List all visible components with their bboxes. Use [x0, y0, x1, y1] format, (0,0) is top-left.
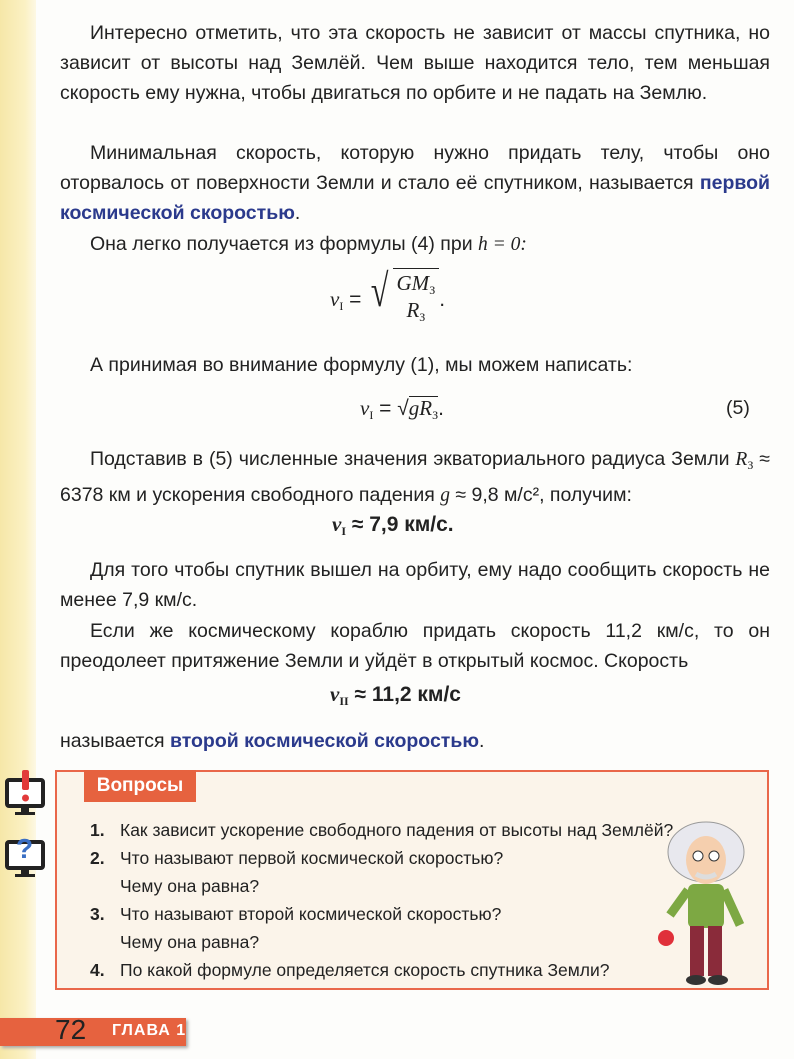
question-number: 2. [90, 848, 105, 868]
text: Она легко получается из формулы (4) при [90, 233, 479, 255]
math: gR [408, 396, 433, 420]
formula-1: $v_I$ = √ $GM_З$ $R_З$ . [330, 265, 446, 324]
question-text: Что называют первой космической скоростью? [120, 848, 504, 868]
paragraph-5 [60, 444, 770, 511]
question-text: Как зависит ускорение свободного падения от высоты над Землёй? [120, 820, 674, 840]
question-text: Что называют второй космической скоростью? [120, 904, 502, 924]
formula-first-velocity [332, 512, 454, 539]
paragraph-7 [60, 616, 770, 676]
chapter-label: ГЛАВА 1 [112, 1022, 187, 1039]
monitor-exclamation-icon [5, 770, 47, 822]
question-2 [90, 844, 503, 900]
term-first-cosmic-velocity: первой космической скоростью [60, 172, 770, 224]
text: Минимальная скорость, которую нужно придать телу, чтобы оно оторвалось от поверхности Земли и стало её спутником, называется [60, 142, 770, 194]
text: Для того чтобы спутник вышел на орбиту, ему надо сообщить скорость не менее 7,9 км/с. [60, 559, 770, 611]
formula-second-velocity [330, 682, 461, 709]
paragraph-1 [60, 18, 770, 108]
questions-title: Вопросы [84, 770, 196, 802]
math: ≈ 7,9 км/с. [351, 513, 454, 536]
text: Если же космическому кораблю придать скорость 11,2 км/с, то он преодолеет притяжение Земли и уйдёт в открытый космос. Скорость [60, 620, 770, 672]
math: v [330, 682, 340, 706]
math: ≈ 11,2 км/с [354, 683, 461, 706]
question-number: 1. [90, 820, 105, 840]
page-margin-strip [0, 0, 36, 1059]
math: R [406, 298, 420, 322]
paragraph-6 [60, 555, 770, 615]
math: I [341, 524, 346, 538]
question-text: Чему она равна? [120, 876, 260, 896]
math: З [747, 458, 754, 472]
math: З [432, 408, 439, 422]
text: Подставив в (5) численные значения экваториального радиуса Земли [90, 448, 736, 470]
question-4 [90, 956, 610, 984]
term-second-cosmic-velocity: второй космической скоростью [169, 730, 479, 752]
paragraph-8: называется второй космической скоростью. [60, 730, 485, 752]
text: ≈ 6378 км и ускорения свободного падения [60, 448, 770, 506]
question-3 [90, 900, 501, 956]
math: h = 0: [478, 234, 527, 255]
math: I [369, 408, 374, 422]
formula-number: (5) [726, 397, 750, 419]
math: v [330, 287, 340, 311]
paragraph-4 [60, 350, 770, 380]
question-text: Чему она равна? [120, 932, 260, 952]
text: называется [60, 730, 170, 752]
question-text: По какой формуле определяется скорость спутника Земли? [120, 960, 610, 980]
formula-5: $v_I = √gR_З$. [360, 396, 444, 422]
text: Интересно отметить, что эта скорость не зависит от массы спутника, но зависит от высоты над Землёй. Чем выше находится тело, тем меньшая скорость ему нужна, чтобы двигаться по орбите и не падать на Землю. [60, 22, 770, 104]
question-1 [90, 816, 673, 844]
text: А принимая во внимание формулу (1), мы можем написать: [90, 354, 633, 376]
math: GM [396, 271, 430, 295]
math: R [735, 449, 748, 470]
text: ≈ 9,8 м/с², получим: [449, 484, 632, 506]
page-number: 72 [55, 1014, 87, 1045]
monitor-question-icon [5, 832, 47, 884]
scientist-illustration [648, 810, 758, 990]
paragraph-3 [60, 229, 770, 260]
paragraph-2: Минимальная скорость, которую нужно придать телу, чтобы оно оторвалось от поверхности Земли и стало её спутником, называется первой космической скоростью. [60, 142, 770, 224]
math: g [440, 485, 450, 506]
math: v [332, 512, 342, 536]
question-number: 3. [90, 904, 105, 924]
math: З [419, 310, 426, 324]
math: I [339, 299, 344, 313]
question-number: 4. [90, 960, 105, 980]
math: II [339, 694, 349, 708]
svg-text:?: ? [16, 833, 34, 864]
math: З [429, 283, 436, 297]
math: v [360, 396, 370, 420]
